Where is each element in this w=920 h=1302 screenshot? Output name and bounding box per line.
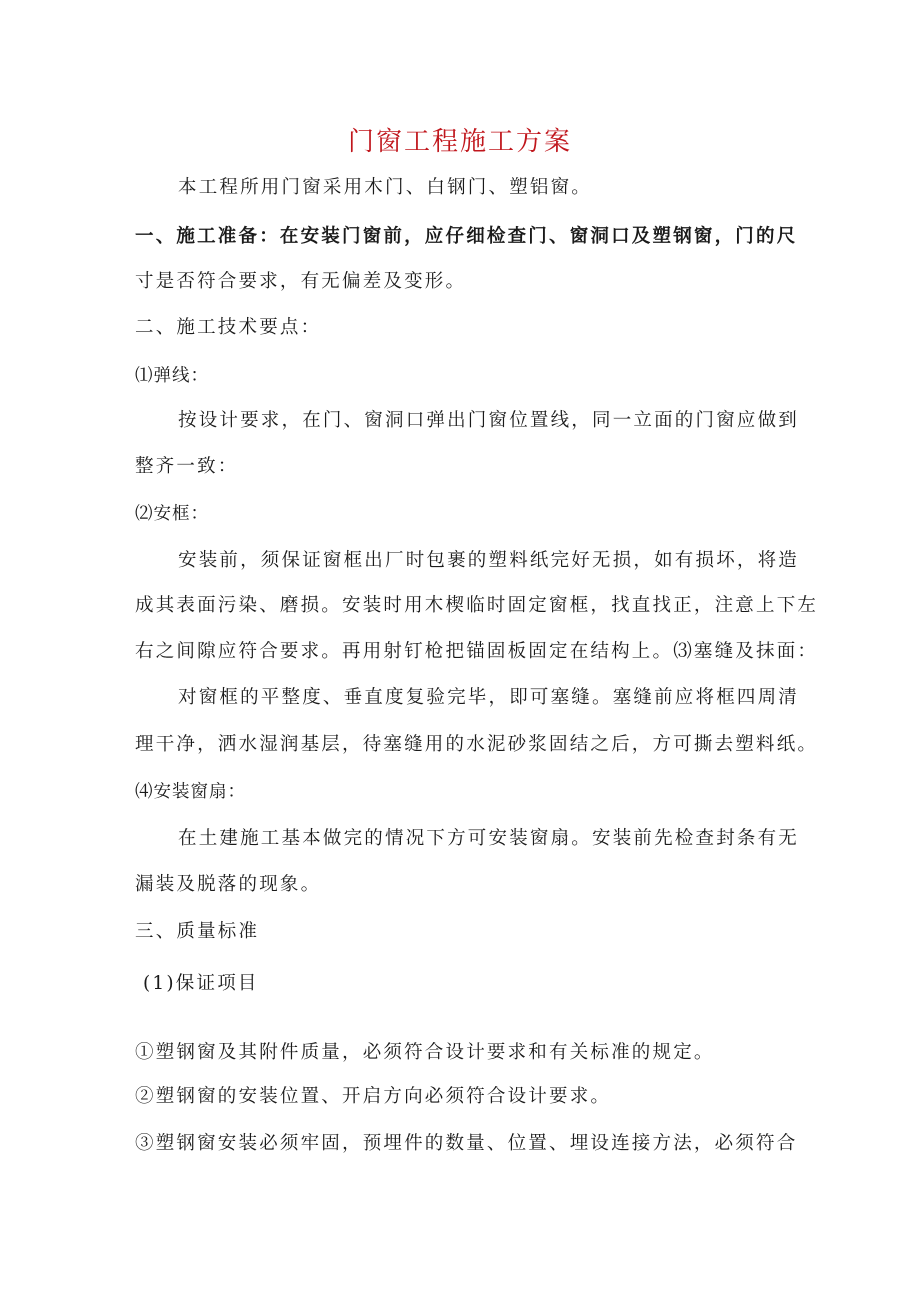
step4-text-line2: 漏装及脱落的现象。 bbox=[135, 874, 322, 895]
step3-text-line2: 理干净，洒水湿润基层，待塞缝用的水泥砂浆固结之后，方可撕去塑料纸。 bbox=[135, 734, 819, 755]
prep-paragraph-line2: 寸是否符合要求，有无偏差及变形。 bbox=[135, 271, 467, 292]
step3-text-line1: 对窗框的平整度、垂直度复验完毕，即可塞缝。塞缝前应将框四周清 bbox=[178, 687, 800, 708]
quality-heading: 三、质量标准 bbox=[135, 921, 260, 942]
doc-title: 门窗工程施工方案 bbox=[347, 127, 572, 157]
tech-heading: 二、施工技术要点： bbox=[135, 317, 322, 338]
step1-text-line1: 按设计要求，在门、窗洞口弹出门窗位置线，同一立面的门窗应做到 bbox=[178, 410, 800, 431]
step2-text-line1: 安装前，须保证窗框出厂时包裹的塑料纸完好无损，如有损坏，将造 bbox=[178, 550, 800, 571]
guarantee-item-2: ②塑钢窗的安装位置、开启方向必须符合设计要求。 bbox=[135, 1086, 612, 1107]
intro-text: 本工程所用门窗采用木门、白钢门、塑铝窗。 bbox=[178, 177, 593, 198]
step4-heading: ⑷安装窗扇： bbox=[135, 782, 246, 802]
prep-paragraph-line1: 一、施工准备：在安装门窗前，应仔细检查门、窗洞口及塑钢窗，门的尺 bbox=[135, 226, 798, 247]
step2-text-line3: 右之间隙应符合要求。再用射钉枪把锚固板固定在结构上。⑶塞缝及抹面： bbox=[135, 641, 819, 662]
step4-text-line1: 在土建施工基本做完的情况下方可安装窗扇。安装前先检查封条有无 bbox=[178, 828, 800, 849]
step2-text-line2: 成其表面污染、磨损。安装时用木楔临时固定窗框，找直找正，注意上下左 bbox=[135, 595, 819, 616]
guarantee-item-1: ①塑钢窗及其附件质量，必须符合设计要求和有关标准的规定。 bbox=[135, 1042, 715, 1063]
guarantee-heading: (1)保证项目 bbox=[143, 973, 259, 994]
step1-text-line2: 整齐一致： bbox=[135, 456, 239, 477]
guarantee-item-3: ③塑钢窗安装必须牢固，预埋件的数量、位置、埋设连接方法，必须符合 bbox=[135, 1133, 798, 1154]
step2-heading: ⑵安框： bbox=[135, 504, 209, 524]
step1-heading: ⑴弹线： bbox=[135, 366, 209, 386]
